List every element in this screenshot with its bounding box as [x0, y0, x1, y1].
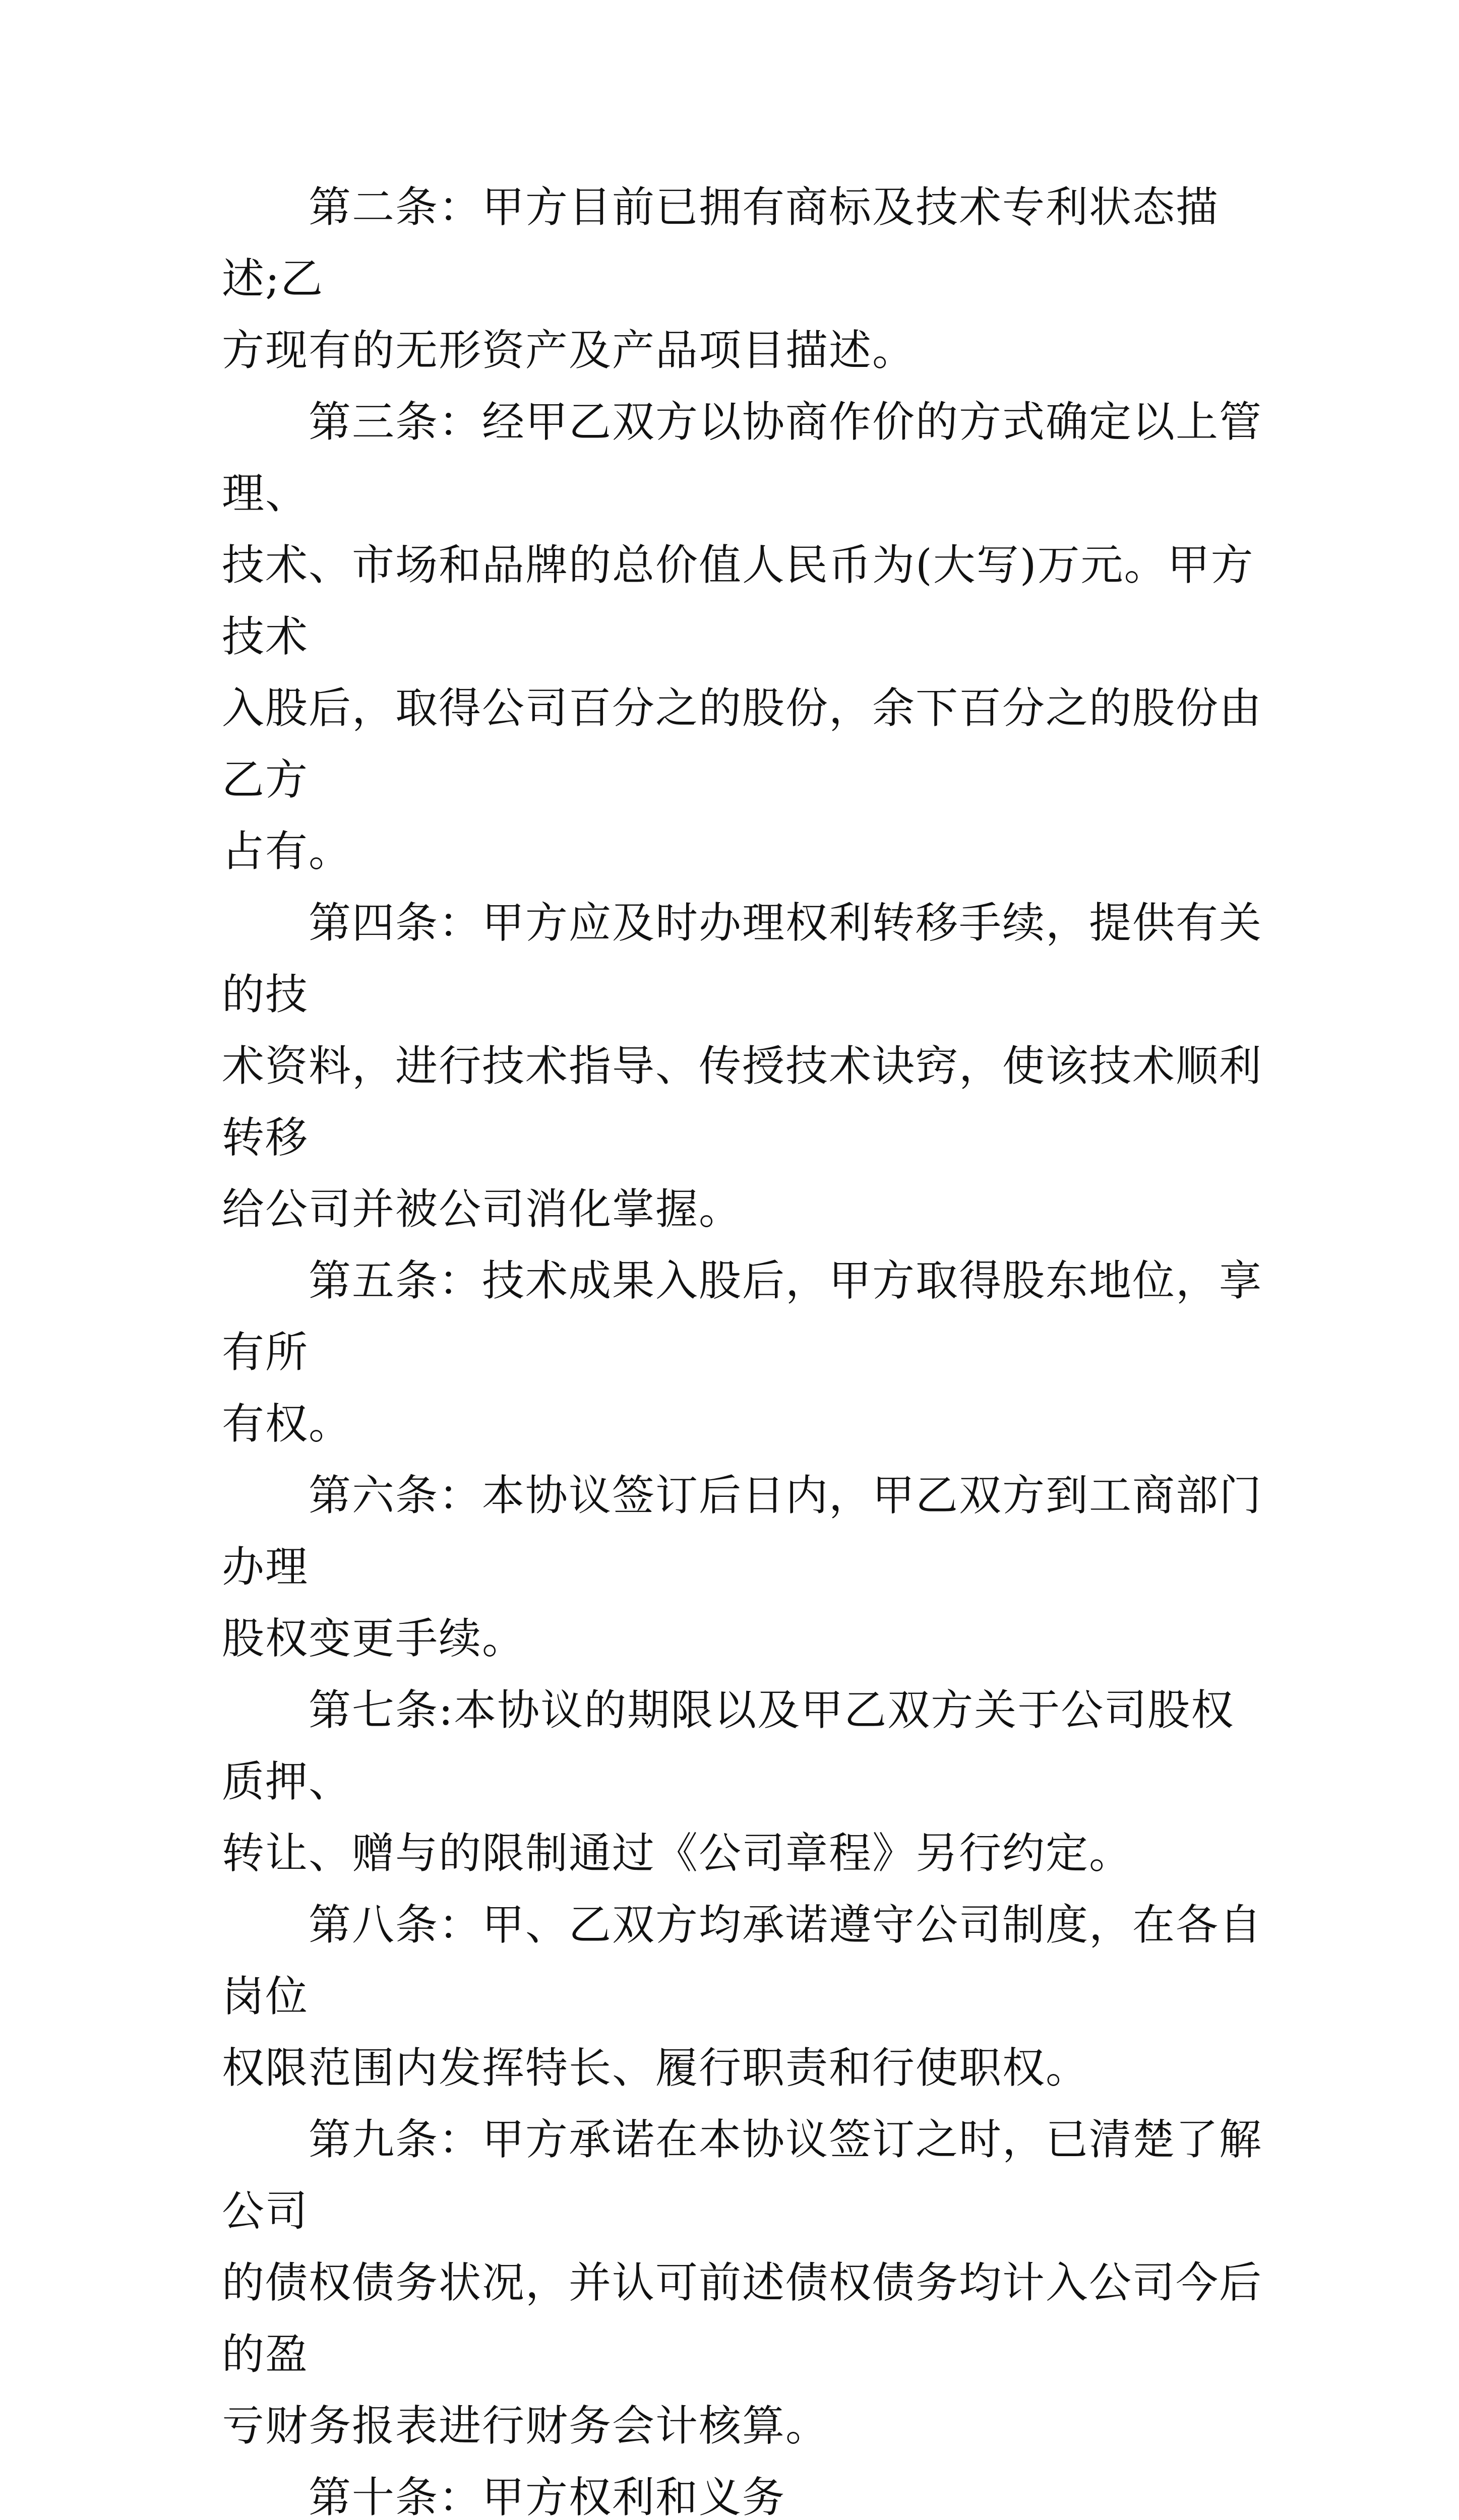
text-line: 的债权债务状况，并认可前述债权债务均计入公司今后的盈 — [222, 2258, 1263, 2379]
text-line: 占有。 — [222, 827, 352, 876]
article-10-heading — [222, 2462, 1275, 2520]
article-3-paragraph — [222, 386, 1275, 887]
article-4-paragraph — [222, 887, 1275, 1245]
text-line: 权限范围内发挥特长、履行职责和行使职权。 — [222, 2043, 1089, 2093]
text-line: 第二条：甲方目前已拥有商标及技术专利状态描述;乙 — [222, 182, 1220, 303]
text-line: 第七条:本协议的期限以及甲乙双方关于公司股权质押、 — [222, 1685, 1235, 1806]
text-line: 术资料，进行技术指导、传授技术诀窍，使该技术顺利转移 — [222, 1041, 1263, 1162]
article-9-paragraph — [222, 2104, 1275, 2462]
text-line: 第六条：本协议签订后日内，甲乙双方到工商部门办理 — [222, 1471, 1263, 1592]
article-8-paragraph — [222, 1889, 1275, 2104]
text-line: 亏财务报表进行财务会计核算。 — [222, 2401, 829, 2450]
article-6-paragraph — [222, 1460, 1275, 1674]
text-line: 入股后，取得公司百分之的股份，余下百分之的股份由乙方 — [222, 683, 1263, 804]
text-line: 第八条：甲、乙双方均承诺遵守公司制度，在各自岗位 — [222, 1900, 1263, 2021]
text-line: 技术、市场和品牌的总价值人民币为(大写)万元。甲方技术 — [222, 540, 1254, 661]
text-line: 转让、赠与的限制通过《公司章程》另行约定。 — [222, 1829, 1133, 1878]
text-line: 第四条：甲方应及时办理权利转移手续，提供有关的技 — [222, 898, 1263, 1019]
text-line: 第十条：甲方权利和义务 — [222, 2473, 786, 2520]
text-line: 给公司并被公司消化掌握。 — [222, 1184, 743, 1234]
article-7-paragraph — [222, 1674, 1275, 1889]
text-line: 第三条：经甲乙双方以协商作价的方式确定以上管理、 — [222, 397, 1263, 518]
article-2-paragraph — [222, 171, 1275, 386]
text-line: 股权变更手续。 — [222, 1614, 526, 1663]
document-body — [222, 171, 1275, 2520]
article-5-paragraph — [222, 1245, 1275, 1460]
text-line: 有权。 — [222, 1399, 352, 1448]
text-line: 第五条：技术成果入股后，甲方取得股东地位，享有所 — [222, 1256, 1263, 1377]
text-line: 第九条：甲方承诺在本协议签订之时，已清楚了解公司 — [222, 2115, 1263, 2236]
text-line: 方现有的无形资产及产品项目描述。 — [222, 326, 916, 375]
